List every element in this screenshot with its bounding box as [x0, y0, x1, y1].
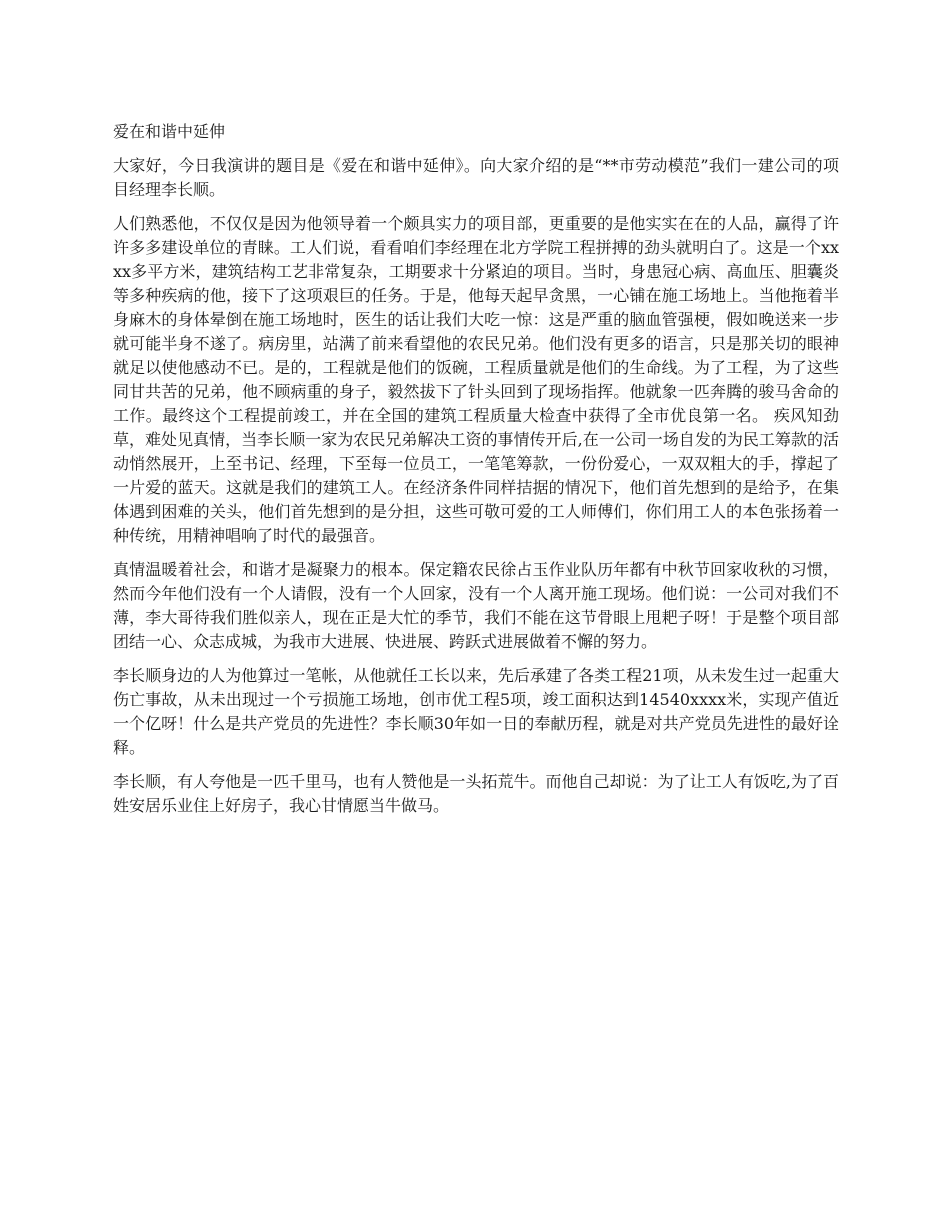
paragraph-achievements: 李长顺身边的人为他算过一笔帐，从他就任工长以来，先后承建了各类工程21项，从未发生过一起重大伤亡事故，从未出现过一个亏损施工场地，创市优工程5项，竣工面积达到14540xxxx米，实现产值近一个亿呀！什么是共产党员的先进性？李长顺30年如一日的奉献历程，就是对共产党员先进性的最好诠释。 — [113, 666, 839, 757]
paragraph-closing: 李长顺，有人夸他是一匹千里马，也有人赞他是一头拓荒牛。而他自己却说：为了让工人有饭吃,为了百姓安居乐业住上好房子，我心甘情愿当牛做马。 — [113, 772, 839, 815]
paragraph-intro: 大家好，今日我演讲的题目是《爱在和谐中延伸》。向大家介绍的是“**市劳动模范”我们一建公司的项目经理李长顺。 — [113, 156, 839, 199]
paragraph-character: 人们熟悉他，不仅仅是因为他领导着一个颇具实力的项目部，更重要的是他实实在在的人品，赢得了许许多多建设单位的青睐。工人们说，看看咱们李经理在北方学院工程拼搏的劲头就明白了。这是一个xxxx多平方米，建筑结构工艺非常复杂，工期要求十分紧迫的项目。当时，身患冠心病、高血压、胆囊炎等多种疾病的他，接下了这项艰巨的任务。于是，他每天起早贪黑，一心铺在施工场地上。当他拖着半身麻木的身体晕倒在施工场地时，医生的话让我们大吃一惊：这是严重的脑血管强梗，假如晚送来一步就可能半身不遂了。病房里，站满了前来看望他的农民兄弟。他们没有更多的语言，只是那关切的眼神就足以使他感动不已。是的，工程就是他们的饭碗，工程质量就是他们的生命线。为了工程，为了这些同甘共苦的兄弟，他不顾病重的身子，毅然拔下了针头回到了现场指挥。他就象一匹奔腾的骏马舍命的工作。最终这个工程提前竣工，并在全国的建筑工程质量大检查中获得了全市优良第一名。 疾风知劲草，难处见真情，当李长顺一家为农民兄弟解决工资的事情传开后,在一公司一场自发的为民工筹款的活动悄然展开，上至书记、经理，下至每一位员工，一笔笔筹款，一份份爱心，一双双粗大的手，撑起了一片爱的蓝天。这就是我们的建筑工人。在经济条件同样拮据的情况下，他们首先想到的是给予，在集体遇到困难的关头，他们首先想到的是分担，这些可敬可爱的工人师傅们，你们用工人的本色张扬着一种传统，用精神唱响了时代的最强音。 — [113, 214, 839, 545]
document-page — [113, 120, 839, 828]
paragraph-harmony: 真情温暖着社会，和谐才是凝聚力的根本。保定籍农民徐占玉作业队历年都有中秋节回家收秋的习惯，然而今年他们没有一个人请假，没有一个人回家，没有一个人离开施工现场。他们说：一公司对我们不薄，李大哥待我们胜似亲人，现在正是大忙的季节，我们不能在这节骨眼上甩耙子呀！于是整个项目部团结一心、众志成城，为我市大进展、快进展、跨跃式进展做着不懈的努力。 — [113, 560, 839, 651]
document-title: 爱在和谐中延伸 — [113, 122, 226, 141]
